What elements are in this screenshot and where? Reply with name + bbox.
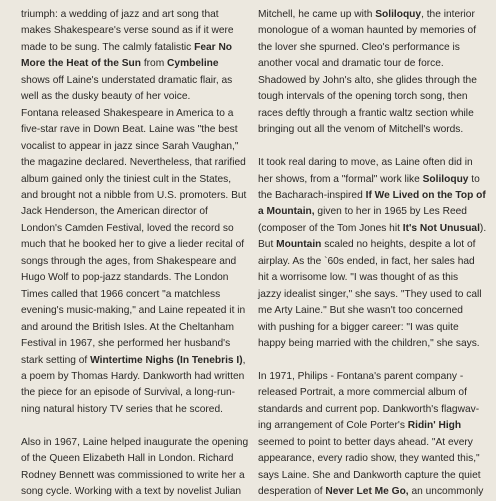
text-line [21,89,239,105]
text-line [21,237,245,253]
text-run: released Portrait, a more commercial album of [258,387,467,399]
text-line [258,204,480,220]
text-run: , the interior [421,9,475,20]
paragraph-gap [258,353,480,369]
text-line [258,122,480,138]
bold-title: If We Lived on the Top of [365,189,486,201]
text-run: Festival in 1967, she performed her husband's [21,338,231,350]
text-line [258,155,480,171]
text-line [21,172,239,188]
text-run: makes Shakespeare's verse sound as if it were [21,25,234,37]
text-run: In 1971, Philips - Fontana's parent company - [258,370,464,382]
text-line [258,237,480,253]
left-column [21,7,249,501]
text-run: and around the British Isles. At the Cheltanham [21,321,234,333]
bold-title: Ridin' High [407,420,462,432]
text-run: of the Queen Elizabeth Hall in London. Richard [21,453,234,465]
text-run: scaled no heights, despite a lot of [321,239,476,251]
text-line [21,155,246,171]
text-line [21,56,239,72]
text-line [21,270,239,286]
text-line [21,468,245,484]
text-run: songs through the ages, from Shakespeare and [21,255,237,267]
text-line [21,385,239,401]
text-run: It took real daring to move, as Laine often did in [258,157,473,169]
paragraph-gap [258,139,480,155]
text-line [258,468,480,484]
text-run: Jack Henderson, the American director of [21,206,208,218]
bold-title: Mountain [276,239,322,251]
bold-title: Cymbeline [167,58,219,70]
text-run: me Arty Laine." But she wasn't too concerned [258,305,463,317]
bold-title: Fear No [194,41,233,53]
paragraph [258,155,487,352]
text-line [21,303,246,319]
text-line [21,204,239,220]
text-run: album gained only the tiniest cult in the States, [21,173,232,185]
text-run: and brought not a nibble from U.S. promoters. But [21,189,247,201]
text-line [258,369,480,385]
text-line [21,106,239,122]
text-line [21,451,239,467]
bold-title: Soliloquy [422,173,469,185]
text-run: ing arrangement of Cole Porter's [258,420,408,432]
text-line [21,402,239,418]
text-run: tough intervals of the opening torch song, then [258,91,468,103]
text-line [21,188,247,204]
text-line [258,56,480,72]
bold-title: Never Let Me Go, [325,486,409,498]
text-run: , [242,354,246,366]
text-line [258,89,480,105]
text-line [258,336,480,352]
text-run: another vocal and dramatic tour de force. [258,58,444,70]
paragraph [258,369,484,501]
text-run: an uncommonly [408,486,484,498]
text-line [258,188,486,204]
text-line [21,7,239,23]
text-run: races deftly through a frantic waltz section while [258,107,474,119]
text-run: well as the dusky beauty of her voice. [21,91,191,103]
text-run: five-star rave in Down Beat. Laine was "the best [21,124,238,136]
text-run: ). [479,222,487,234]
text-run: the Bacharach-inspired [258,189,366,201]
text-line [21,221,239,237]
text-run: given to her in 1965 by Les Reed [314,206,467,218]
text-line [21,73,239,89]
text-line [21,254,239,270]
paragraph [258,7,480,139]
text-run: Fontana released Shakespeare in America to a [21,107,234,119]
text-run: stark setting of [21,354,91,366]
text-run: Mitchell, he came up with [258,9,376,20]
text-run: Hugo Wolf to pop-jazz standards. The London [21,272,229,284]
text-line [258,23,480,39]
text-line [21,40,239,56]
text-line [258,73,480,89]
text-line [258,451,480,467]
text-line [21,369,245,385]
text-line [258,106,480,122]
text-run: jazzy idealist singer," she says. "They used to call [258,288,482,300]
text-line [21,287,239,303]
text-run: appearance, every radio show, they wanted this," [258,453,480,465]
text-line [258,418,480,434]
right-column [258,7,487,501]
paragraph [21,435,249,501]
text-run: But [258,239,277,251]
text-run: Times called that 1966 concert "a matchless [21,288,221,300]
text-line [258,7,480,23]
text-line [21,435,249,451]
text-line [258,40,480,56]
paragraph [21,7,247,418]
text-line [258,221,487,237]
text-run: (composer of the Tom Jones hit [258,222,403,234]
text-run: shows off Laine's understated dramatic flair, as [21,74,233,86]
text-run: evening's music-making," and Laine repeated it in [21,305,246,317]
text-run: Shadowed by John's alto, she glides through the [258,74,477,86]
text-line [21,353,246,369]
paragraph-gap [21,418,239,434]
text-run: happy being married with the children," she says. [258,338,480,350]
text-line [258,385,480,401]
text-run: triumph: a wedding of jazz and art song that [21,9,219,20]
text-line [258,303,480,319]
text-run: vocalist to appear in jazz since Sarah Vaughan," [21,140,239,152]
bold-title: It's Not Unusual [402,222,480,234]
text-line [258,320,480,336]
text-line [258,254,480,270]
text-run: her shows, from a "formal" work like [258,173,423,185]
text-run: seemed to point to better days ahead. "At every [258,436,473,448]
text-run: much that he booked her to give a lieder recital of [21,239,245,251]
text-run: a poem by Thomas Hardy. Dankworth had written [21,370,245,382]
text-line [258,172,480,188]
text-run: to [468,173,480,185]
text-line [258,287,480,303]
bold-title: a Mountain, [258,206,315,218]
text-run: made to be sung. The calmly fatalistic [21,41,195,53]
text-line [258,270,480,286]
bold-title: Soliloquy [375,9,422,20]
text-run: the piece for an episode of Survival, a long-run- [21,387,236,399]
text-run: with pushing for a bigger career: "I was quite [258,321,459,333]
text-run: from [141,58,168,70]
text-line [21,139,239,155]
text-run: London's Camden Festival, loved the record so [21,222,234,234]
text-run: bringing out all the venom of Mitchell's words. [258,124,464,136]
text-run: hit a worrisome low. "I was thought of as this [258,272,459,284]
text-line [21,23,239,39]
text-line [258,402,480,418]
text-run: says Laine. She and Dankworth capture the quiet [258,469,481,481]
text-run: song cycle. Working with a text by novelist Julian [21,486,242,498]
bold-title: Wintertime Nighs (In Tenebris I) [90,354,243,366]
text-line [258,435,480,451]
text-line [21,336,239,352]
text-run: ning natural history TV series that he scored. [21,403,223,415]
text-line [21,122,239,138]
text-run: the lover she spurned. Cleo's performance is [258,41,460,53]
text-run: Rodney Bennett was commissioned to write her a [21,469,245,481]
text-line [21,320,239,336]
text-run: monologue of a woman haunted by memories of [258,25,477,37]
text-run: standards and current pop. Dankworth's flagwav- [258,403,480,415]
text-run: desperation of [258,486,326,498]
text-run: Also in 1967, Laine helped inaugurate the opening [21,436,249,448]
text-run: airplay. As the `60s ended, in fact, her sales had [258,255,475,267]
text-run: the magazine declared. Nevertheless, that rarified [21,157,246,169]
bold-title: More the Heat of the Sun [21,58,141,70]
